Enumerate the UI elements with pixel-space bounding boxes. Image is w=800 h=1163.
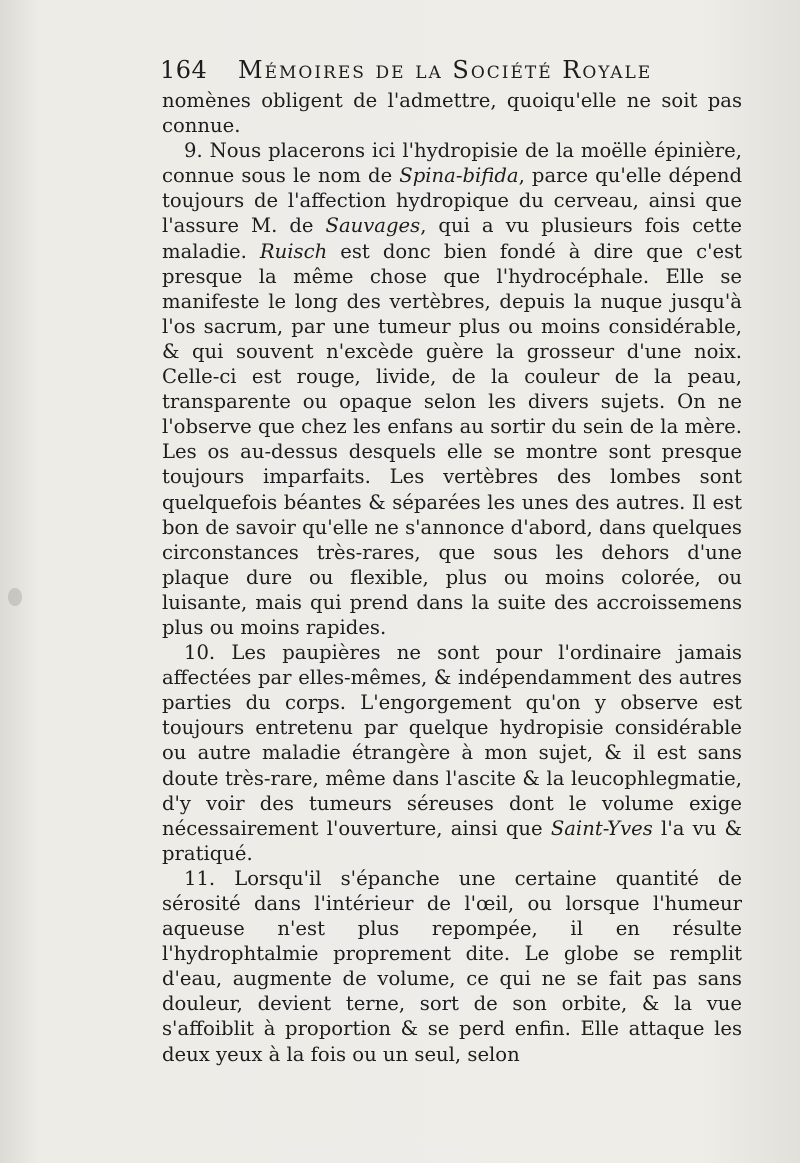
body-text <box>162 88 742 1067</box>
italic-name: Spina-bifida <box>399 164 519 188</box>
text-run: Lorsqu'il s'épanche une certaine quantité de sérosité dans l'intérieur de l'œil, ou lorsque l'humeur aqueuse n'est plus repompée, il en résulte l'hydrophtalmie proprement dite. Le globe se remplit d'eau, augmente de volume, ce qui ne se fait pas sans douleur, devient terne, sort de son orbite, & la vue s'affoiblit à proportion & se perd enfin. Elle attaque les deux yeux à la fois ou un seul, selon <box>162 866 742 1066</box>
running-head: Mémoires de la Société Royale <box>238 56 653 84</box>
paragraph-number: 9. <box>184 139 203 163</box>
paragraph-number: 11. <box>184 866 216 890</box>
text-run: est donc bien fondé à dire que c'est presque la même chose que l'hydrocéphale. Elle se manifeste le long des vertèbres, depuis la nuque jusqu'à l'os sacrum, par une tumeur plus ou moins considérable, & qui souvent n'excède guère la grosseur d'une noix. Celle-ci est rouge, livide, de la couleur de la peau, transparente ou opaque selon les divers sujets. On ne l'observe que chez les enfans au sortir du sein de la mère. Les os au-dessus desquels elle se montre sont presque toujours imparfaits. Les vertèbres des lombes sont quelquefois béantes & séparées les unes des autres. Il est bon de savoir qu'elle ne s'annonce d'abord, dans quelques circonstances très-rares, que sous les dehors d'une plaque dure ou flexible, plus ou moins colorée, ou luisante, mais qui prend dans la suite des accroissemens plus ou moins rapides. <box>162 239 742 639</box>
paragraph-9 <box>162 138 742 640</box>
paragraph-10 <box>162 640 742 866</box>
paper-stain <box>8 588 22 606</box>
paragraph-continuation <box>162 88 742 138</box>
text-run: Nous placerons ici l'hydropisie de la moëlle épinière, connue sous le nom de <box>162 139 742 188</box>
paragraph-number: 10. <box>184 641 216 665</box>
paragraph-11 <box>162 866 742 1067</box>
page-header <box>160 56 720 86</box>
text-run: l'a vu & pratiqué. <box>162 816 742 865</box>
text-run: , parce qu'elle dépend toujours de l'affection hydropique du cerveau, ainsi que l'assure M. de <box>162 164 742 238</box>
page-number: 164 <box>160 56 208 84</box>
italic-name: Sauvages <box>325 214 421 238</box>
italic-name: Saint-Yves <box>550 816 653 840</box>
text-run: nomènes obligent de l'admettre, quoiqu'elle ne soit pas connue. <box>162 89 742 138</box>
text-run: Les paupières ne sont pour l'ordinaire jamais affectées par elles-mêmes, & indépendamment des autres parties du corps. L'engorgement qu'on y observe est toujours entretenu par quelque hydropisie considérable ou autre maladie étrangère à mon sujet, & il est sans doute très-rare, même dans l'ascite & la leucophlegmatie, d'y voir des tumeurs séreuses dont le volume exige nécessairement l'ouverture, ainsi que <box>162 641 742 840</box>
text-run: , qui a vu plusieurs fois cette maladie. <box>162 214 742 263</box>
italic-name: Ruisch <box>259 239 328 263</box>
